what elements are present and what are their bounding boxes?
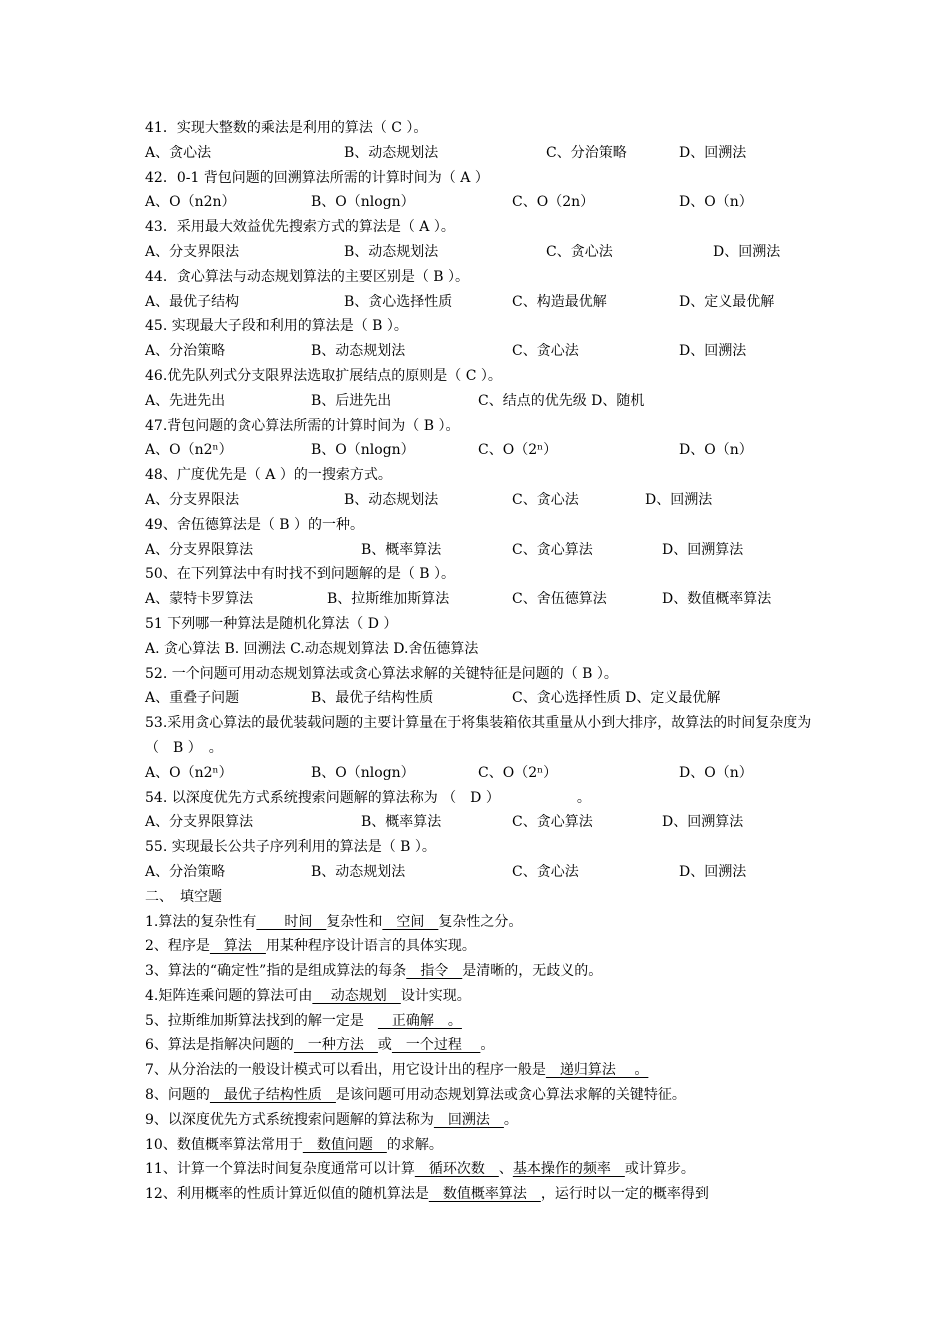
blank-answer: 一种方法	[293, 1037, 378, 1054]
option-text: A、分支界限算法	[145, 541, 254, 558]
blank-answer: 一个过程	[391, 1037, 481, 1054]
fill-text: ，运行时以一定的概率得到	[540, 1186, 709, 1203]
option-text: C、贪心算法	[512, 814, 593, 831]
blank-answer: 时间	[256, 913, 327, 930]
question-text: 54. 以深度优先方式系统搜索问题解的算法称为 （ D ） 。	[145, 789, 591, 806]
question-text: 52. 一个问题可用动态规划算法或贪心算法求解的关键特征是问题的（ B ）。	[145, 665, 618, 682]
fill-text: 。	[480, 1037, 495, 1054]
option-text: B、贪心选择性质	[344, 293, 453, 310]
option-text: B、概率算法	[361, 541, 442, 558]
fill-text: 。	[503, 1111, 518, 1128]
option-text: C、O（2ⁿ）	[478, 764, 558, 781]
fill-text: 设计实现。	[400, 987, 471, 1004]
fill-text: 复杂性之分。	[438, 913, 523, 930]
options-row	[145, 686, 817, 711]
option-text: A、O（n2n）	[145, 194, 236, 211]
options-row	[145, 438, 817, 463]
option-text: A、分支界限法	[145, 243, 240, 260]
options-row	[145, 339, 817, 364]
option-text: C、贪心法	[546, 243, 613, 260]
option-text: B、拉斯维加斯算法	[327, 591, 450, 608]
fill-text: 2、程序是	[145, 938, 210, 955]
blank-answer: 指令	[406, 963, 463, 980]
question-text: 48、广度优先是（ A ）的一搜索方式。	[145, 467, 392, 484]
option-text: A、分支界限算法	[145, 814, 254, 831]
option-text: B、动态规划法	[344, 243, 439, 260]
question-text: 53.采用贪心算法的最优装载问题的主要计算量在于将集装箱依其重量从小到大排序，故算法的时间复杂度为（ B ） 。	[145, 715, 812, 756]
option-text: C、O（2ⁿ）	[478, 442, 558, 459]
option-text: B、动态规划法	[311, 343, 406, 360]
option-text: D、回溯法	[679, 863, 747, 880]
option-text: B、O（nlogn）	[311, 194, 415, 211]
option-text: D、O（n）	[679, 764, 753, 781]
exam-content	[145, 116, 817, 1207]
option-text: D、O（n）	[679, 442, 753, 459]
option-text: B、后进先出	[311, 392, 392, 409]
options-row	[145, 389, 817, 414]
blank-answer: 回溯法	[433, 1111, 504, 1128]
section-title: 二、 填空题	[145, 888, 222, 905]
fill-text: 9、以深度优先方式系统搜索问题解的算法称为	[145, 1111, 434, 1128]
option-text: C、贪心法	[512, 491, 579, 508]
options-row	[145, 190, 817, 215]
option-text: C、贪心法	[512, 863, 579, 880]
multiple-choice-list	[145, 116, 817, 885]
fill-item	[145, 1058, 817, 1083]
blank-answer: 基本操作的频率	[512, 1161, 625, 1178]
blank-answer: 空间	[382, 913, 439, 930]
option-text: C、结点的优先级 D、随机	[478, 392, 645, 409]
options-row	[145, 488, 817, 513]
fill-text: 6、算法是指解决问题的	[145, 1037, 294, 1054]
option-text: B、O（nlogn）	[311, 764, 415, 781]
fill-item	[145, 1133, 817, 1158]
fill-text: 或计算步。	[624, 1161, 695, 1178]
fill-text: 3、算法的“确定性”指的是组成算法的每条	[145, 963, 407, 980]
question-text: 55. 实现最长公共子序列利用的算法是（ B ）。	[145, 839, 436, 856]
question-text: 44．贪心算法与动态规划算法的主要区别是（ B ）。	[145, 268, 470, 285]
fill-in-blank-list	[145, 910, 817, 1208]
fill-item	[145, 910, 817, 935]
fill-text: 是该问题可用动态规划算法或贪心算法求解的关键特征。	[335, 1087, 686, 1104]
question-text: 45. 实现最大子段和利用的算法是（ B ）。	[145, 318, 408, 335]
option-text: D、回溯法	[679, 144, 747, 161]
options-row	[145, 637, 817, 662]
option-text: A、重叠子问题	[145, 690, 240, 707]
fill-item	[145, 1083, 817, 1108]
fill-item	[145, 1182, 817, 1207]
option-text: B、动态规划法	[311, 863, 406, 880]
fill-text: 或	[377, 1037, 392, 1054]
option-text: B、动态规划法	[344, 491, 439, 508]
question-text: 43．采用最大效益优先搜索方式的算法是（ A ）。	[145, 219, 455, 236]
question-text: 41．实现大整数的乘法是利用的算法（ C ）。	[145, 120, 428, 136]
fill-item	[145, 934, 817, 959]
option-text: A、分治策略	[145, 863, 226, 880]
options-row	[145, 761, 817, 786]
blank-answer: 正确解 。	[377, 1012, 462, 1029]
options-row	[145, 538, 817, 563]
fill-text: 、	[498, 1161, 513, 1178]
question-text: 47.背包问题的贪心算法所需的计算时间为（ B ）。	[145, 417, 460, 434]
options-row	[145, 290, 817, 315]
option-text: A、先进先出	[145, 392, 226, 409]
option-text: C、构造最优解	[512, 293, 607, 310]
fill-text: 是清晰的，无歧义的。	[462, 963, 603, 980]
options-row	[145, 141, 817, 166]
fill-text: 8、问题的	[145, 1087, 210, 1104]
fill-item	[145, 1009, 817, 1034]
option-text: D、O（n）	[679, 194, 753, 211]
fill-text: 7、从分治法的一般设计模式可以看出，用它设计出的程序一般是	[145, 1062, 546, 1079]
option-text: C、贪心选择性质 D、定义最优解	[512, 690, 721, 707]
fill-text: 复杂性和	[326, 913, 383, 930]
option-text: D、数值概率算法	[662, 591, 772, 608]
question-text: 49、舍伍德算法是（ B ）的一种。	[145, 516, 365, 533]
fill-item	[145, 984, 817, 1009]
option-text: B、最优子结构性质	[311, 690, 434, 707]
fill-text: 的求解。	[386, 1136, 443, 1153]
blank-answer: 算法	[209, 938, 266, 955]
fill-text: 用某种程序设计语言的具体实现。	[265, 938, 476, 955]
fill-item	[145, 1108, 817, 1133]
option-text: A. 贪心算法 B. 回溯法 C.动态规划算法 D.舍伍德算法	[145, 640, 479, 657]
option-text: C、贪心法	[512, 343, 579, 360]
option-text: B、概率算法	[361, 814, 442, 831]
fill-text: 11、计算一个算法时间复杂度通常可以计算	[145, 1161, 415, 1178]
blank-answer: 数值概率算法	[428, 1186, 541, 1203]
options-row	[145, 810, 817, 835]
option-text: C、贪心算法	[512, 541, 593, 558]
option-text: A、O（n2ⁿ）	[145, 442, 233, 459]
question-text: 51 下列哪一种算法是随机化算法（ D ）	[145, 615, 398, 632]
option-text: D、回溯算法	[662, 814, 744, 831]
options-row	[145, 587, 817, 612]
option-text: A、蒙特卡罗算法	[145, 591, 254, 608]
option-text: C、O（2n）	[512, 194, 595, 211]
option-text: A、最优子结构	[145, 293, 240, 310]
fill-item	[145, 1033, 817, 1058]
fill-item	[145, 1157, 817, 1182]
option-text: D、定义最优解	[679, 293, 775, 310]
blank-answer: 数值问题	[302, 1136, 387, 1153]
options-row	[145, 860, 817, 885]
question-text: 46.优先队列式分支限界法选取扩展结点的原则是（ C ）。	[145, 367, 502, 384]
blank-answer: 动态规划	[312, 987, 401, 1004]
fill-text: 5、拉斯维加斯算法找到的解一定是	[145, 1012, 378, 1029]
question-text: 42．0-1 背包问题的回溯算法所需的计算时间为（ A ）	[145, 169, 489, 186]
option-text: A、分治策略	[145, 343, 226, 360]
blank-answer: 循环次数	[414, 1161, 499, 1178]
option-text: B、O（nlogn）	[311, 442, 415, 459]
question-text: 50、在下列算法中有时找不到问题解的是（ B ）。	[145, 566, 456, 583]
option-text: C、分治策略	[546, 144, 627, 161]
options-row	[145, 240, 817, 265]
fill-text: 10、数值概率算法常用于	[145, 1136, 303, 1153]
fill-text: 1.算法的复杂性有	[145, 913, 257, 930]
option-text: C、舍伍德算法	[512, 591, 607, 608]
option-text: A、贪心法	[145, 144, 212, 161]
option-text: D、回溯算法	[662, 541, 744, 558]
blank-answer: 递归算法 。	[545, 1062, 649, 1079]
option-text: A、O（n2ⁿ）	[145, 764, 233, 781]
option-text: D、回溯法	[713, 243, 781, 260]
fill-text: 12、利用概率的性质计算近似值的随机算法是	[145, 1186, 429, 1203]
option-text: D、回溯法	[645, 491, 713, 508]
option-text: B、动态规划法	[344, 144, 439, 161]
option-text: D、回溯法	[679, 343, 747, 360]
option-text: A、分支界限法	[145, 491, 240, 508]
fill-text: 4.矩阵连乘问题的算法可由	[145, 987, 313, 1004]
blank-answer: 最优子结构性质	[209, 1087, 336, 1104]
fill-item	[145, 959, 817, 984]
